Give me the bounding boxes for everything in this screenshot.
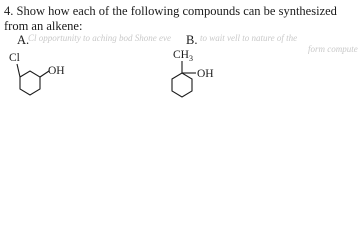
bleed-through-text-right-2: form compute <box>308 44 358 54</box>
bleed-through-text-right: to wait vell to nature of the <box>200 33 298 43</box>
compound-a-label: A. <box>17 33 30 47</box>
compound-b-ring <box>172 73 192 97</box>
question-number: 4. <box>4 4 14 18</box>
bleed-through-text-left: Cl opportunity to aching bod Shone eve <box>28 33 171 43</box>
compound-b-structure <box>0 0 350 119</box>
compound-a-oh: OH <box>48 65 65 77</box>
compound-b-ch3: $CH_3$ <box>173 49 193 63</box>
compound-b-label: B. <box>186 33 198 47</box>
compound-b-oh: OH <box>197 68 214 80</box>
compound-a-cl: Cl <box>9 52 20 64</box>
question-body: Show how each of the following compounds can be synthesized from an alkene: <box>4 4 337 33</box>
